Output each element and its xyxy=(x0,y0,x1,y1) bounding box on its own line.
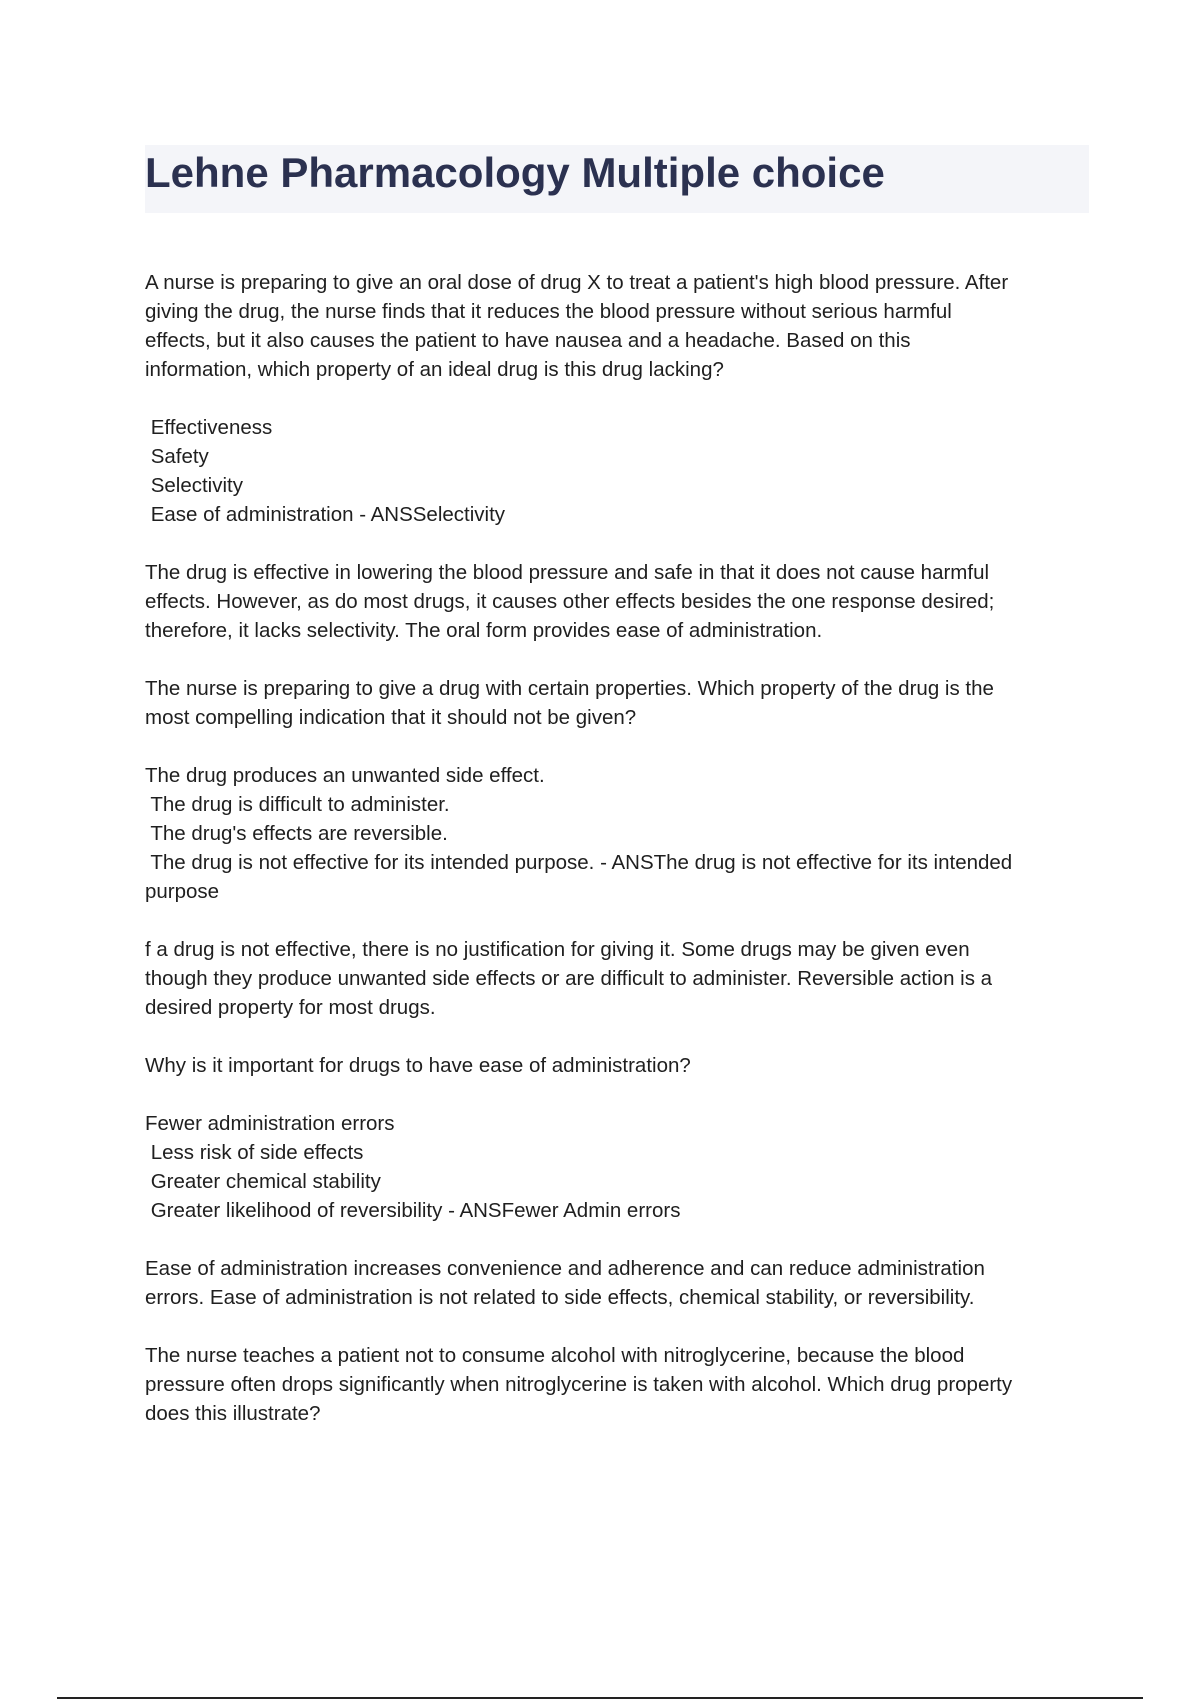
option-item: The drug is difficult to administer. xyxy=(145,793,450,816)
rationale-line: Ease of administration increases convenience and adherence and can reduce administration xyxy=(145,1257,985,1280)
option-item: The drug produces an unwanted side effect. xyxy=(145,764,545,787)
question-3-line: Why is it important for drugs to have ease of administration? xyxy=(145,1054,691,1077)
option-item: The drug's effects are reversible. xyxy=(145,822,448,845)
rationale-line: f a drug is not effective, there is no justification for giving it. Some drugs may be given even xyxy=(145,938,970,961)
question-2-line: most compelling indication that it should not be given? xyxy=(145,706,637,729)
question-2-line: The nurse is preparing to give a drug with certain properties. Which property of the drug is the xyxy=(145,677,994,700)
document-body xyxy=(145,268,1095,1457)
question-1-text xyxy=(145,268,1095,384)
question-3-text xyxy=(145,1051,1095,1080)
rationale-line: errors. Ease of administration is not related to side effects, chemical stability, or reversibility. xyxy=(145,1286,975,1309)
option-item: Greater chemical stability xyxy=(145,1170,381,1193)
footer-rule xyxy=(57,1697,1143,1699)
rationale-line: The drug is effective in lowering the blood pressure and safe in that it does not cause harmful xyxy=(145,561,990,584)
question-4-line: The nurse teaches a patient not to consume alcohol with nitroglycerine, because the blood xyxy=(145,1344,965,1367)
document-title: Lehne Pharmacology Multiple choice xyxy=(145,149,885,196)
question-3-rationale xyxy=(145,1254,1095,1312)
question-1-line: information, which property of an ideal drug is this drug lacking? xyxy=(145,358,724,381)
option-item: Selectivity xyxy=(145,474,243,497)
question-4-line: does this illustrate? xyxy=(145,1402,321,1425)
option-item: Safety xyxy=(145,445,209,468)
option-item-with-answer: Greater likelihood of reversibility - ANSFewer Admin errors xyxy=(145,1199,681,1222)
question-1-line: effects, but it also causes the patient to have nausea and a headache. Based on this xyxy=(145,329,911,352)
question-2-text xyxy=(145,674,1095,732)
option-item: Less risk of side effects xyxy=(145,1141,364,1164)
question-4-text xyxy=(145,1341,1095,1428)
question-3-options xyxy=(145,1109,1095,1225)
question-1-line: giving the drug, the nurse finds that it reduces the blood pressure without serious harmful xyxy=(145,300,952,323)
rationale-line: though they produce unwanted side effects or are difficult to administer. Reversible action is a xyxy=(145,967,993,990)
question-4-line: pressure often drops significantly when nitroglycerine is taken with alcohol. Which drug property xyxy=(145,1373,1013,1396)
question-2-rationale xyxy=(145,935,1095,1022)
option-item-with-answer: Ease of administration - ANSSelectivity xyxy=(145,503,506,526)
option-item: Fewer administration errors xyxy=(145,1112,395,1135)
option-item-with-answer: The drug is not effective for its intended purpose. - ANSThe drug is not effective for its intended xyxy=(145,851,1013,874)
question-1-rationale xyxy=(145,558,1095,645)
option-item: Effectiveness xyxy=(145,416,273,439)
rationale-line: effects. However, as do most drugs, it causes other effects besides the one response desired; xyxy=(145,590,995,613)
rationale-line: desired property for most drugs. xyxy=(145,996,436,1019)
question-1-line: A nurse is preparing to give an oral dose of drug X to treat a patient's high blood pressure. After xyxy=(145,271,1009,294)
option-item-with-answer: purpose xyxy=(145,880,220,903)
question-2-options xyxy=(145,761,1095,906)
rationale-line: therefore, it lacks selectivity. The oral form provides ease of administration. xyxy=(145,619,823,642)
question-1-options xyxy=(145,413,1095,529)
